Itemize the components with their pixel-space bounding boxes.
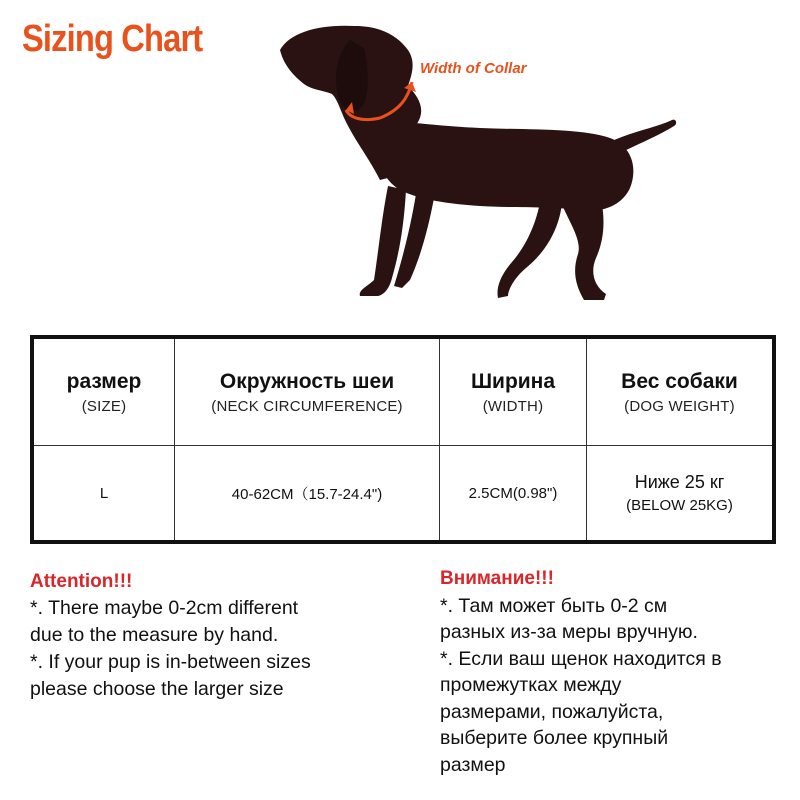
notes-en-line: *. If your pup is in-between sizes: [30, 651, 311, 673]
header-width-main: Ширина: [470, 369, 556, 393]
notes-russian: [440, 566, 790, 778]
notes-en-heading: Attention!!!: [30, 571, 133, 592]
page-title: Sizing Chart: [22, 18, 203, 60]
notes-ru-line: промежутках между: [440, 674, 622, 696]
notes-en-line: please choose the larger size: [30, 678, 284, 700]
collar-width-label: Width of Collar: [420, 60, 527, 77]
header-size: [32, 337, 175, 446]
header-width: [440, 337, 587, 446]
notes-ru-line: *. Там может быть 0-2 см: [440, 594, 668, 617]
table-header-row: [32, 337, 774, 446]
cell-weight: [587, 446, 775, 543]
notes-ru-line: размер: [440, 753, 506, 776]
sizing-table: [30, 335, 776, 544]
notes-en-line: due to the measure by hand.: [30, 624, 279, 646]
cell-weight-main: Ниже 25 кг: [634, 472, 725, 492]
header-weight: [587, 337, 775, 446]
header-size-main: размер: [66, 369, 142, 393]
notes-english: [30, 568, 390, 703]
notes-ru-heading: Внимание!!!: [440, 568, 554, 589]
header-size-sub: (SIZE): [81, 397, 127, 415]
cell-weight-sub: (BELOW 25KG): [626, 497, 733, 514]
header-neck-sub: (NECK CIRCUMFERENCE): [211, 397, 403, 415]
header-neck: [175, 337, 440, 446]
header-width-sub: (WIDTH): [482, 397, 544, 415]
cell-size: L: [32, 446, 175, 543]
notes-ru-line: размерами, пожалуйста,: [440, 700, 664, 723]
table-row: [32, 446, 774, 543]
notes-ru-line: разных из-за меры вручную.: [440, 621, 698, 643]
dog-silhouette-icon: [260, 10, 680, 310]
header-weight-main: Вес собаки: [621, 369, 738, 393]
cell-neck: 40-62CM（15.7-24.4"): [175, 446, 440, 543]
notes-ru-line: выберите более крупный: [440, 727, 669, 749]
cell-width: 2.5CM(0.98"): [440, 446, 587, 543]
header-neck-main: Окружность шеи: [219, 369, 395, 393]
dog-diagram: [260, 10, 680, 310]
notes-en-line: *. There maybe 0-2cm different: [30, 597, 299, 619]
notes-ru-line: *. Если ваш щенок находится в: [440, 647, 722, 670]
header-weight-sub: (DOG WEIGHT): [624, 397, 735, 415]
